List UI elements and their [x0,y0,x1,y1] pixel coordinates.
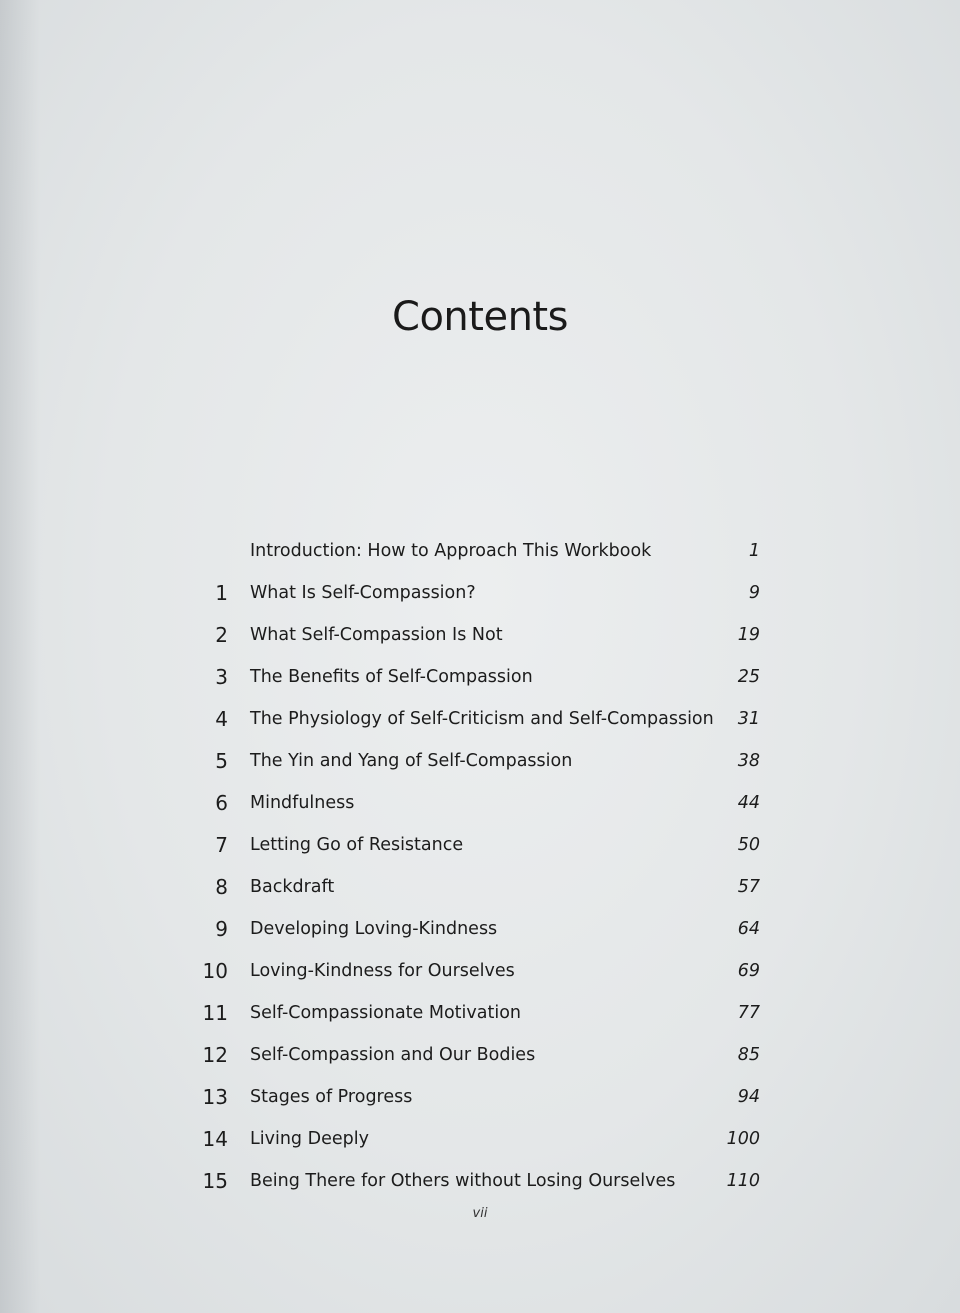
chapter-title: Developing Loving-Kindness [250,919,498,939]
chapter-number: 1 [215,581,228,605]
chapter-page-number: 38 [737,751,760,771]
chapter-number: 11 [202,1001,228,1025]
chapter-title: What Self-Compassion Is Not [250,625,503,645]
chapter-page-number: 77 [737,1003,760,1023]
chapter-number: 4 [215,707,228,731]
toc-entry [190,992,770,1034]
chapter-number: 13 [202,1085,228,1109]
chapter-page-number: 50 [737,835,760,855]
chapter-title: Self-Compassion and Our Bodies [250,1045,536,1065]
chapter-title: Introduction: How to Approach This Workbook [250,541,652,561]
chapter-title: Self-Compassionate Motivation [250,1003,522,1023]
toc-entry [190,530,770,572]
chapter-number: 9 [215,917,228,941]
chapter-page-number: 110 [726,1171,760,1191]
chapter-number: 2 [215,623,228,647]
chapter-number: 5 [215,749,228,773]
chapter-page-number: 85 [737,1045,760,1065]
toc-entry [190,614,770,656]
toc-entry [190,740,770,782]
chapter-number: 14 [202,1127,228,1151]
chapter-page-number: 31 [737,709,760,729]
chapter-page-number: 44 [737,793,760,813]
chapter-number: 3 [215,665,228,689]
chapter-title: Living Deeply [250,1129,369,1149]
chapter-title: The Benefits of Self-Compassion [250,667,533,687]
page-number: vii [472,1206,488,1221]
chapter-title: What Is Self-Compassion? [250,583,476,603]
toc-entry [190,866,770,908]
chapter-number: 12 [202,1043,228,1067]
page-gutter-shadow [0,0,40,1313]
toc-entry [190,572,770,614]
chapter-page-number: 9 [748,583,760,603]
chapter-title: Backdraft [250,877,335,897]
chapter-number: 6 [215,791,228,815]
toc-entry [190,908,770,950]
page-title: Contents [392,294,568,340]
chapter-number: 15 [202,1169,228,1193]
chapter-page-number: 94 [737,1087,760,1107]
chapter-title: Being There for Others without Losing Ourselves [250,1171,676,1191]
chapter-title: Mindfulness [250,793,355,813]
toc-entry [190,1160,770,1202]
toc-entry [190,1076,770,1118]
chapter-title: Stages of Progress [250,1087,413,1107]
toc-entry [190,824,770,866]
table-of-contents [190,530,770,1202]
chapter-page-number: 69 [737,961,760,981]
toc-entry [190,698,770,740]
chapter-page-number: 25 [737,667,760,687]
chapter-title: The Yin and Yang of Self-Compassion [250,751,573,771]
chapter-page-number: 19 [737,625,760,645]
chapter-title: The Physiology of Self-Criticism and Self-Compassion [250,709,714,729]
chapter-page-number: 1 [748,541,760,561]
chapter-title: Letting Go of Resistance [250,835,464,855]
toc-entry [190,1034,770,1076]
chapter-page-number: 64 [737,919,760,939]
chapter-title: Loving-Kindness for Ourselves [250,961,515,981]
chapter-page-number: 100 [726,1129,760,1149]
toc-entry [190,656,770,698]
toc-entry [190,782,770,824]
chapter-number: 7 [215,833,228,857]
chapter-page-number: 57 [737,877,760,897]
toc-entry [190,1118,770,1160]
toc-entry [190,950,770,992]
chapter-number: 10 [202,959,228,983]
chapter-number: 8 [215,875,228,899]
